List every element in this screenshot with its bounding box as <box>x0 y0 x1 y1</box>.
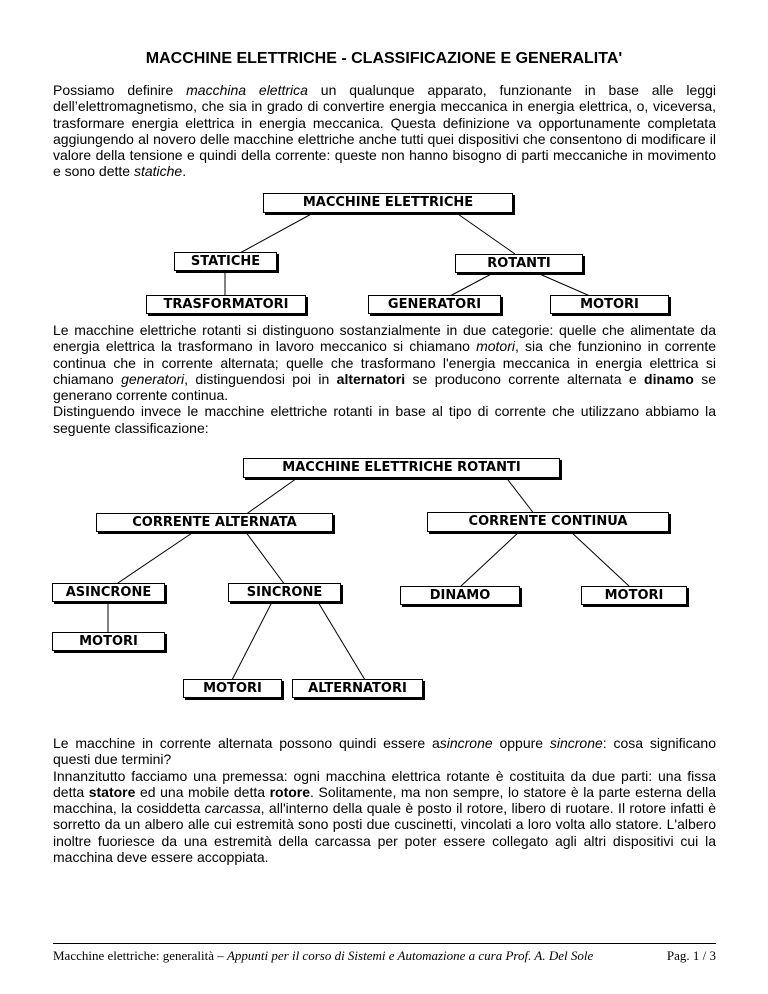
page-footer <box>53 948 716 964</box>
footer-rule <box>53 943 716 944</box>
node-sincrone: SINCRONE <box>228 583 341 602</box>
ac-machines-paragraph: Le macchine in corrente alternata possono quindi essere asincrone oppure sincrone: cosa significano questi due termini? Innanzitutto facciamo una premessa: ogni macchina elettrica rotante è costituita da due parti: una fissa detta statore ed una mobile detta rotore. Solitamente, ma non sempre, lo statore è la parte esterna della macchina, la cosiddetta carcassa, all'interno della quale è posto il rotore, libero di ruotare. Il rotore infatti è sorretto da un albero alle cui estremità sono posti due cuscinetti, vincolati a loro volta allo statore. L'albero inoltre fuoriesce da una estremità della carcassa per poter essere collegato agli altri dispositivi cui la macchina deve essere accoppiata. <box>53 735 716 866</box>
rotating-machines-paragraph: Le macchine elettriche rotanti si distinguono sostanzialmente in due categorie: quelle che alimentate da energia elettrica la trasformano in lavoro meccanico si chiamano motori, sia che funzionino in corrente continua che in corrente alternata; quelle che trasformano l'energia meccanica in energia elettrica si chiamano generatori, distinguendosi poi in alternatori se producono corrente alternata e dinamo se generano corrente continua. Distinguendo invece le macchine elettriche rotanti in base al tipo di corrente che utilizzano abbiamo la seguente classificazione: <box>53 322 716 436</box>
node-statiche: STATICHE <box>174 252 277 271</box>
intro-paragraph: Possiamo definire macchina elettrica un qualunque apparato, funzionante in base alle leggi dell’elettromagnetismo, che sia in grado di convertire energia meccanica in energia elettrica, o, viceversa, trasformare energia elettrica in energia meccanica. Questa definizione va opportunamente completata aggiungendo al novero delle macchine elettriche anche tutti quei dispositivi che consentono di modificare il valore della tensione e quindi della corrente: queste non hanno bisogno di parti meccaniche in movimento e sono dette statiche. <box>53 82 716 180</box>
node-motori-cc: MOTORI <box>581 586 687 605</box>
node-macchine-elettriche-rotanti: MACCHINE ELETTRICHE ROTANTI <box>243 458 560 478</box>
node-rotanti: ROTANTI <box>455 254 583 273</box>
node-motori-asincrone: MOTORI <box>52 632 165 651</box>
node-dinamo: DINAMO <box>400 586 520 605</box>
footer-left-text: Macchine elettriche: generalità – <box>53 948 227 963</box>
node-generatori: GENERATORI <box>368 295 501 314</box>
page-number: Pag. 1 / 3 <box>666 948 716 963</box>
node-asincrone: ASINCRONE <box>52 583 165 602</box>
node-motori: MOTORI <box>550 295 669 314</box>
node-alternatori: ALTERNATORI <box>292 679 423 698</box>
node-motori-sincrone: MOTORI <box>183 679 282 698</box>
node-macchine-elettriche: MACCHINE ELETTRICHE <box>263 193 513 213</box>
node-trasformatori: TRASFORMATORI <box>146 295 306 314</box>
footer-course-text: Appunti per il corso di Sistemi e Automazione a cura Prof. A. Del Sole <box>226 948 594 963</box>
page-title: MACCHINE ELETTRICHE - CLASSIFICAZIONE E GENERALITA' <box>145 50 623 67</box>
node-corrente-continua: CORRENTE CONTINUA <box>427 512 669 532</box>
node-corrente-alternata: CORRENTE ALTERNATA <box>96 513 333 532</box>
